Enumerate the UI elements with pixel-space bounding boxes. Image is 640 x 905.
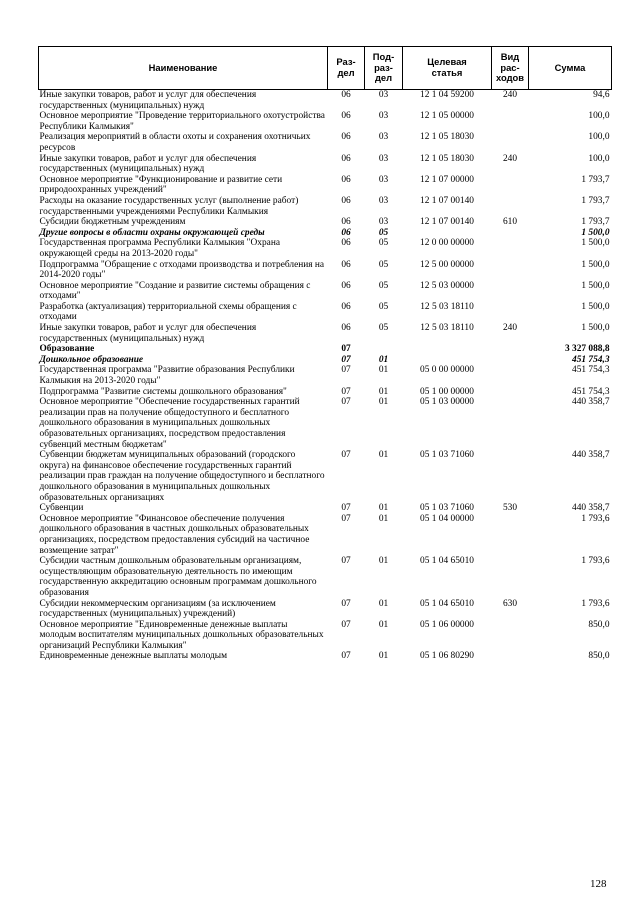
header-razdel: Раз- дел [328, 47, 365, 90]
cell-sum: 440 358,7 [572, 450, 610, 461]
cell-vid [492, 355, 529, 366]
cell-razdel: 07 [341, 513, 351, 524]
cell-name: Основное мероприятие "Функционирование и развитие сети природоохранных учреждений" [39, 174, 283, 196]
cell-target: 12 1 07 00140 [420, 195, 474, 206]
cell-razdel: 07 [341, 397, 351, 408]
cell-name: Государственная программа Республики Калмыкия "Охрана окружающей среды на 2013-2020 годы" [39, 238, 280, 259]
cell-vid [492, 132, 529, 153]
cell-podrazdel: 01 [378, 397, 389, 408]
cell-target: 12 5 03 18110 [420, 323, 474, 334]
table-row [39, 238, 612, 259]
cell-target: 12 5 03 18110 [420, 301, 474, 312]
table-row [39, 323, 612, 344]
cell-sum: 1 793,6 [581, 556, 610, 567]
cell-vid [492, 196, 529, 217]
cell-sum: 1 793,6 [581, 513, 610, 524]
cell-name: Реализация мероприятий в области охоты и сохранения охотничьих ресурсов [39, 132, 311, 153]
cell-razdel: 06 [341, 132, 351, 143]
table-row [39, 228, 612, 239]
table-row [39, 90, 612, 112]
table-row [39, 365, 612, 386]
cell-target: 12 1 05 18030 [420, 153, 474, 164]
cell-sum: 1 500,0 [581, 301, 610, 312]
cell-razdel: 07 [341, 354, 351, 365]
cell-razdel: 06 [341, 301, 351, 312]
cell-sum: 3 327 088,8 [564, 344, 610, 355]
table-row [39, 387, 612, 398]
cell-name: Субвенции [39, 503, 84, 514]
cell-podrazdel: 01 [378, 598, 389, 609]
cell-sum: 1 793,6 [581, 598, 610, 609]
cell-vid [492, 397, 529, 450]
cell-target: 05 1 06 00000 [420, 619, 474, 630]
cell-razdel: 07 [341, 450, 351, 461]
table-row [39, 620, 612, 652]
cell-sum: 440 358,7 [572, 503, 610, 514]
cell-name: Основное мероприятие "Обеспечение государственных гарантий реализации прав на получение общедоступного и бесплатного дошкольного образования в муниципальных дошкольных образовательных организациях, посредством предоставления субвенций местным бюджетам" [39, 397, 300, 450]
cell-vid [492, 281, 529, 302]
cell-razdel: 07 [341, 619, 351, 630]
cell-razdel: 07 [341, 598, 351, 609]
cell-podrazdel: 05 [378, 227, 389, 238]
cell-podrazdel: 01 [378, 503, 389, 514]
cell-vid [492, 175, 529, 196]
cell-target: 05 1 04 65010 [420, 556, 474, 567]
cell-podrazdel: 03 [378, 111, 389, 122]
page-number: 128 [590, 878, 607, 890]
cell-target [403, 344, 492, 355]
cell-name: Иные закупки товаров, работ и услуг для обеспечения государственных (муниципальных) нужд [39, 90, 257, 111]
table-row [39, 154, 612, 175]
cell-name: Субсидии бюджетным учреждениям [39, 217, 186, 228]
table-row [39, 397, 612, 450]
table-row [39, 651, 612, 662]
cell-razdel: 06 [341, 323, 351, 334]
cell-vid [492, 620, 529, 652]
cell-razdel: 07 [341, 651, 351, 662]
header-sum: Сумма [529, 47, 612, 90]
cell-razdel: 07 [341, 556, 351, 567]
cell-podrazdel: 01 [378, 354, 389, 365]
cell-target: 05 1 03 71060 [420, 450, 474, 461]
cell-target: 12 1 04 59200 [420, 90, 474, 100]
cell-target: 12 5 00 00000 [420, 259, 474, 270]
cell-name: Подпрограмма "Обращение с отходами производства и потребления на 2014-2020 годы" [39, 259, 325, 281]
cell-target: 12 0 00 00000 [420, 238, 474, 249]
cell-vid [492, 450, 529, 503]
cell-name: Субсидии частным дошкольным образовательным организациям, осуществляющим образовательную деятельность по имеющим государственную аккредитацию основным программам дошкольного образования [39, 556, 317, 598]
table-row [39, 281, 612, 302]
cell-target: 05 1 04 00000 [420, 513, 474, 524]
cell-podrazdel: 05 [378, 280, 389, 291]
cell-sum: 850,0 [588, 619, 610, 630]
cell-sum: 440 358,7 [572, 397, 610, 408]
table-header-row [39, 47, 612, 90]
cell-sum: 1 500,0 [581, 238, 610, 249]
cell-podrazdel: 01 [378, 651, 389, 662]
table-row [39, 514, 612, 556]
cell-name: Иные закупки товаров, работ и услуг для обеспечения государственных (муниципальных) нужд [39, 323, 257, 344]
cell-target: 05 1 03 71060 [420, 503, 474, 514]
cell-name: Государственная программа "Развитие образования Республики Калмыкия на 2013-2020 годы" [39, 365, 295, 387]
cell-podrazdel: 03 [378, 195, 389, 206]
cell-vid [492, 111, 529, 132]
budget-table [38, 46, 612, 662]
table-row [39, 196, 612, 217]
header-target: Целевая статья [403, 47, 492, 90]
cell-podrazdel: 01 [378, 556, 389, 567]
table-row [39, 355, 612, 366]
cell-vid [492, 651, 529, 662]
cell-podrazdel: 01 [378, 386, 389, 397]
table-row [39, 111, 612, 132]
cell-sum: 100,0 [588, 153, 610, 164]
cell-vid [492, 260, 529, 281]
cell-podrazdel: 03 [378, 174, 389, 185]
table-row [39, 450, 612, 503]
table-row [39, 344, 612, 355]
cell-name: Основное мероприятие "Проведение территориального охотустройства Республики Калмыкия" [39, 111, 325, 132]
cell-target: 12 1 05 18030 [420, 132, 474, 143]
cell-name: Подпрограмма "Развитие системы дошкольного образования" [39, 386, 287, 397]
cell-razdel: 06 [341, 153, 351, 164]
cell-target: 05 1 00 00000 [420, 386, 474, 397]
cell-podrazdel: 05 [378, 323, 389, 334]
header-name: Наименование [39, 47, 328, 90]
cell-sum: 1 793,7 [581, 217, 610, 228]
cell-razdel: 06 [341, 238, 351, 249]
table-row [39, 132, 612, 153]
cell-razdel: 06 [341, 217, 351, 228]
cell-razdel: 06 [341, 111, 351, 122]
cell-sum: 1 500,0 [581, 227, 610, 238]
cell-name: Иные закупки товаров, работ и услуг для обеспечения государственных (муниципальных) нужд [39, 153, 257, 175]
cell-vid [492, 365, 529, 386]
cell-vid: 630 [502, 598, 518, 609]
table-row [39, 302, 612, 323]
cell-sum: 451 754,3 [572, 365, 610, 376]
cell-podrazdel: 03 [378, 153, 389, 164]
cell-razdel: 07 [341, 503, 351, 514]
table-row [39, 217, 612, 228]
cell-name: Основное мероприятие "Создание и развитие системы обращения с отходами" [39, 280, 311, 302]
cell-podrazdel: 03 [378, 132, 389, 143]
cell-sum: 451 754,3 [572, 386, 610, 397]
cell-target: 05 1 04 65010 [420, 598, 474, 609]
cell-razdel: 06 [341, 195, 351, 206]
cell-podrazdel: 03 [378, 90, 389, 100]
header-vid: Вид рас- ходов [492, 47, 529, 90]
cell-vid: 240 [502, 323, 518, 334]
cell-razdel: 06 [341, 280, 351, 291]
cell-razdel: 06 [341, 259, 351, 270]
cell-podrazdel: 01 [378, 513, 389, 524]
cell-target: 12 5 03 00000 [420, 280, 474, 291]
cell-vid [492, 556, 529, 598]
cell-vid: 610 [502, 217, 518, 228]
cell-sum: 850,0 [588, 651, 610, 662]
cell-sum: 451 754,3 [572, 354, 610, 365]
cell-vid: 240 [502, 153, 518, 164]
cell-razdel: 06 [341, 174, 351, 185]
cell-vid: 240 [502, 90, 518, 100]
cell-sum: 100,0 [588, 132, 610, 143]
cell-razdel: 06 [341, 227, 351, 238]
cell-name: Единовременные денежные выплаты молодым [39, 651, 228, 662]
cell-target [403, 228, 492, 239]
cell-vid [492, 514, 529, 556]
cell-razdel: 07 [341, 386, 351, 397]
cell-sum: 1 500,0 [581, 323, 610, 334]
cell-podrazdel [365, 344, 403, 355]
cell-sum: 1 500,0 [581, 280, 610, 291]
cell-target: 05 1 03 00000 [420, 397, 474, 408]
cell-target: 05 0 00 00000 [420, 365, 474, 376]
cell-sum: 1 793,7 [581, 195, 610, 206]
cell-name: Образование [39, 344, 95, 355]
cell-sum: 1 793,7 [581, 174, 610, 185]
cell-target: 12 1 07 00000 [420, 174, 474, 185]
cell-vid [492, 387, 529, 398]
cell-vid [492, 302, 529, 323]
table-row [39, 260, 612, 281]
cell-podrazdel: 05 [378, 238, 389, 249]
cell-sum: 1 500,0 [581, 259, 610, 270]
cell-name: Основное мероприятие "Финансовое обеспечение получения дошкольного образования в частных дошкольных образовательных организациях, посредством предоставления субсидий на частичное возмещение затрат" [39, 513, 310, 556]
cell-target: 12 1 05 00000 [420, 111, 474, 122]
cell-podrazdel: 03 [378, 217, 389, 228]
cell-podrazdel: 01 [378, 450, 389, 461]
cell-vid [492, 238, 529, 259]
cell-target: 05 1 06 80290 [420, 651, 474, 662]
cell-name: Расходы на оказание государственных услуг (выполнение работ) государственными учреждениями Республики Калмыкия [39, 195, 299, 217]
table-body [39, 90, 612, 663]
cell-name: Дошкольное образование [39, 354, 144, 365]
cell-podrazdel: 01 [378, 365, 389, 376]
table-row [39, 503, 612, 514]
cell-podrazdel: 05 [378, 259, 389, 270]
cell-vid: 530 [502, 503, 518, 514]
header-podrazdel: Под- раз- дел [365, 47, 403, 90]
cell-vid [492, 228, 529, 239]
table-row [39, 599, 612, 620]
cell-podrazdel: 05 [378, 301, 389, 312]
table-row [39, 556, 612, 598]
cell-sum: 100,0 [588, 111, 610, 122]
table-row [39, 175, 612, 196]
cell-name: Субсидии некоммерческим организациям (за исключением государственных (муниципальных) учреждений) [39, 598, 276, 620]
cell-target [403, 355, 492, 366]
cell-sum: 94,6 [593, 90, 610, 100]
cell-name: Разработка (актуализация) территориальной схемы обращения с отходами [39, 301, 297, 323]
cell-razdel: 06 [341, 90, 351, 100]
cell-razdel: 07 [341, 365, 351, 376]
cell-razdel: 07 [341, 344, 351, 355]
cell-name: Субвенции бюджетам муниципальных образований (городского округа) на финансовое обеспечение государственных гарантий реализации прав граждан на получение общедоступного и бесплатного дошкольного образования в муниципальных дошкольных образовательных организациях [39, 450, 325, 503]
cell-target: 12 1 07 00140 [420, 217, 474, 228]
cell-name: Другие вопросы в области охраны окружающей среды [39, 227, 265, 238]
cell-vid [492, 344, 529, 355]
cell-name: Основное мероприятие "Единовременные денежные выплаты молодым воспитателям муниципальных дошкольных образовательных организаций Республики Калмыкия" [39, 619, 324, 651]
cell-podrazdel: 01 [378, 619, 389, 630]
